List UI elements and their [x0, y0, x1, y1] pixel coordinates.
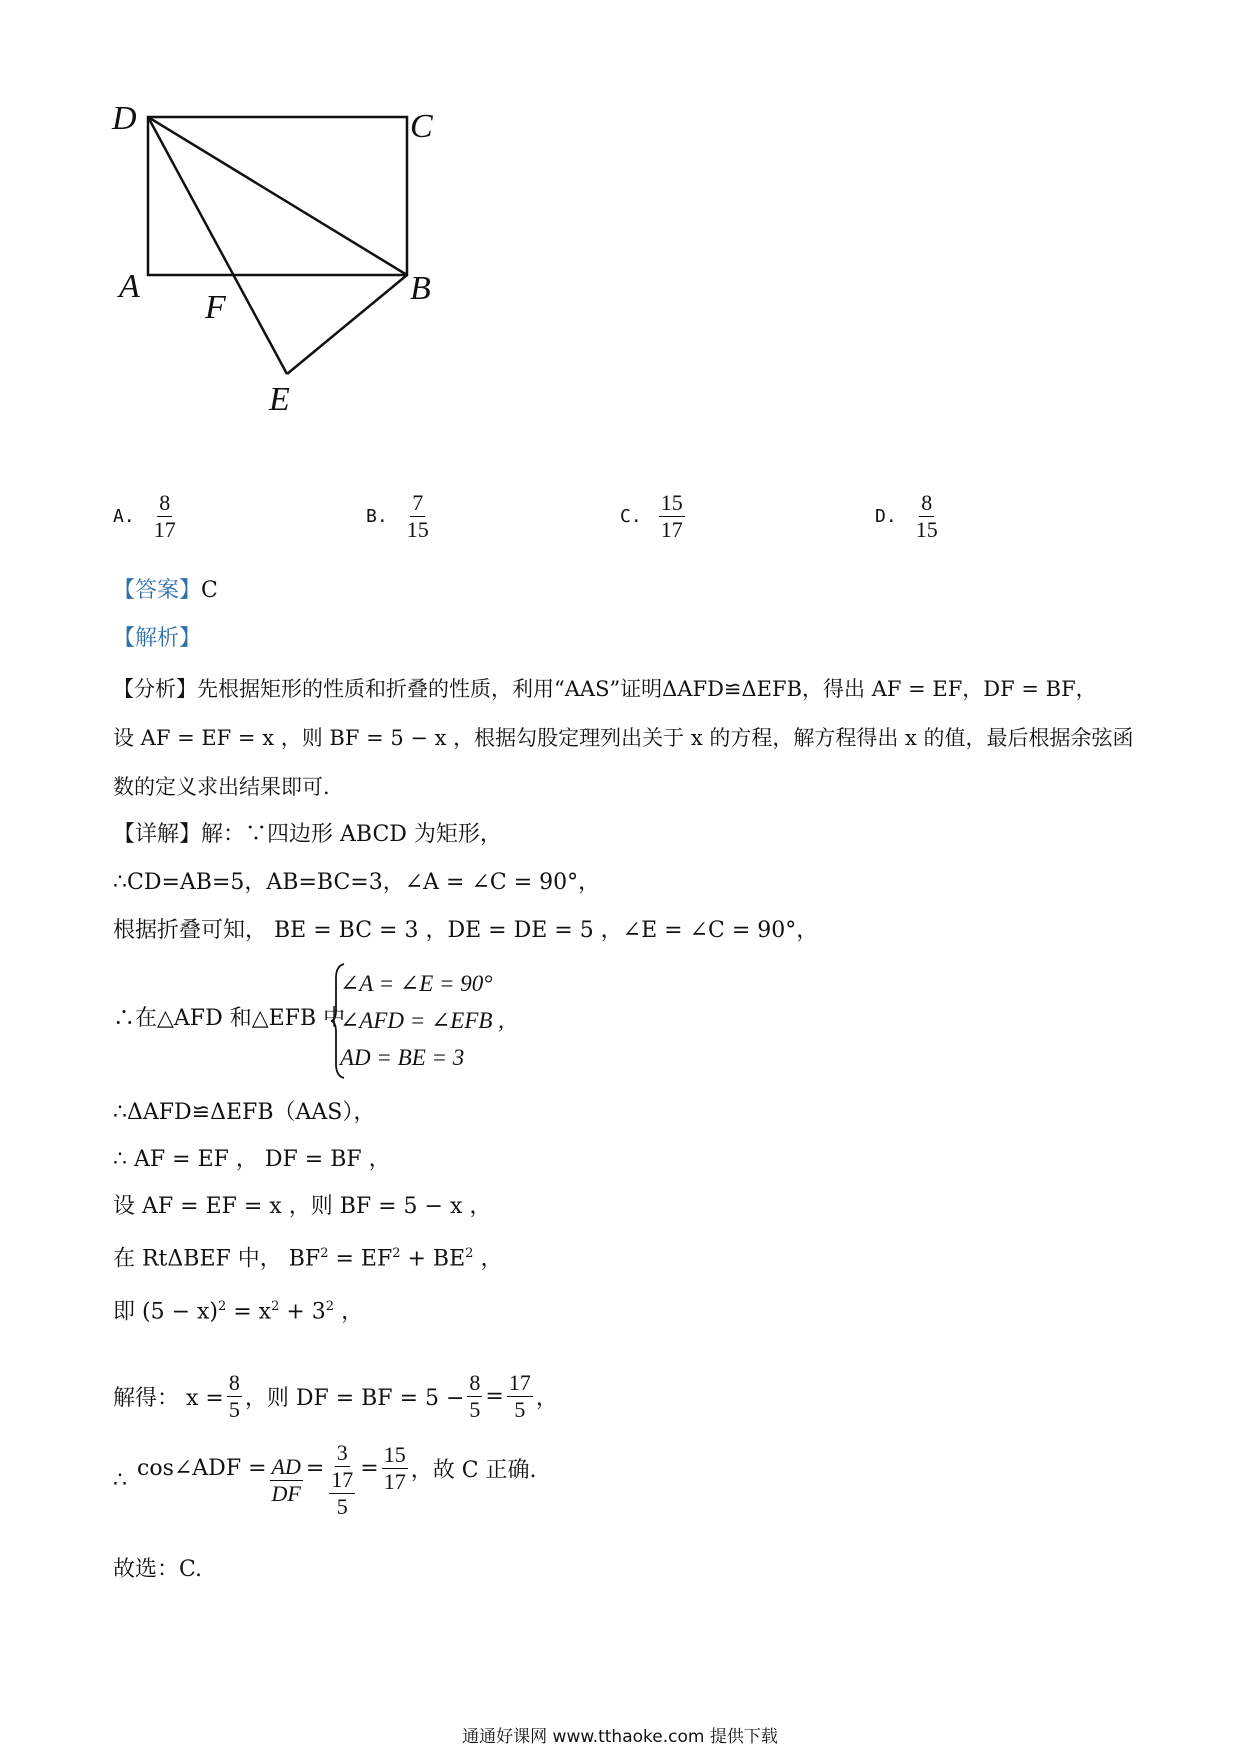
point-label-c: C — [410, 108, 433, 145]
fraction-ad-df: $\frac{AD}{DF}$ — [271, 1453, 301, 1506]
equation-system — [340, 965, 504, 1076]
fenxi-line-3: 数的定义求出结果即可. — [113, 775, 330, 799]
fenxi-tag: 【分析】 — [113, 677, 197, 701]
option-d — [875, 490, 943, 543]
option-fraction: $\frac{8}{17}$ — [153, 490, 176, 542]
option-fraction: $\frac{15}{17}$ — [660, 490, 683, 542]
option-c — [620, 490, 688, 543]
analysis-line — [113, 624, 201, 654]
detail-line-3: 根据折叠可知， BE = BC = 3 ，DE = DE = 5 ，∠E = ∠C = 90°， — [113, 918, 819, 943]
geometry-figure — [0, 0, 480, 420]
analysis-tag: 【解析】 — [113, 626, 202, 651]
point-label-d: D — [112, 100, 137, 137]
point-label-f: F — [205, 289, 226, 326]
option-a — [113, 490, 181, 543]
fraction-17-5: $\frac{17}{5}$ — [508, 1370, 531, 1422]
detail-line-1: 【详解】解：∵四边形 ABCD 为矩形， — [113, 822, 502, 847]
system-eq-2: ∠AFD = ∠EFB , — [340, 1008, 504, 1033]
answer-tag: 【答案】 — [113, 578, 202, 603]
fenxi-line-2: 设 AF = EF = x ，则 BF = 5 − x ，根据勾股定理列出关于 x 的方程，解方程得出 x 的值，最后根据余弦函 — [113, 726, 1134, 750]
cos-line: ∴ cos∠ADF = $\frac{AD}{DF}$ = 3 17 5 = $\frac{15}{17}$ ，故 C 正确. — [113, 1440, 537, 1519]
option-label: A. — [113, 506, 135, 527]
option-label: B. — [366, 506, 388, 527]
detail-line-5: ∴ΔAFD≌ΔEFB（AAS）， — [113, 1100, 376, 1125]
diagonal-db — [148, 117, 407, 275]
detail-line-6: ∴ AF = EF ， DF = BF ， — [113, 1147, 391, 1172]
detail-line-8: 在 RtΔBEF 中， $BF^2 = EF^2 + BE^2$ ， — [113, 1246, 503, 1272]
option-b — [366, 490, 434, 543]
option-label: D. — [875, 506, 897, 527]
point-label-b: B — [410, 270, 431, 307]
detail-line-9: 即 $(5 - x)^2 = x^2 + 3^2$ ， — [113, 1299, 364, 1325]
solve-line: 解得： x = $\frac{8}{5}$ ，则 DF = BF = 5 − $\frac{8}{5}$ = $\frac{17}{5}$ ， — [113, 1370, 558, 1422]
fraction-3-over-17-5: 3 17 5 — [331, 1440, 354, 1519]
fenxi-line-1: 【分析】先根据矩形的性质和折叠的性质，利用“AAS”证明ΔAFD≌ΔEFB，得出 AF = EF，DF = BF， — [113, 677, 1097, 701]
system-eq-1: ∠A = ∠E = 90° — [340, 971, 493, 996]
system-prefix: ∴在△AFD 和△EFB 中 — [113, 1006, 346, 1031]
option-label: C. — [620, 506, 642, 527]
option-fraction: $\frac{8}{15}$ — [915, 490, 938, 542]
segment-eb — [287, 275, 407, 374]
detail-line-7: 设 AF = EF = x ，则 BF = 5 − x ， — [113, 1194, 492, 1219]
option-fraction: $\frac{7}{15}$ — [406, 490, 429, 542]
point-label-e: E — [269, 381, 290, 418]
detail-tag: 【详解】 — [113, 822, 202, 847]
system-eq-3: AD = BE = 3 — [340, 1045, 465, 1070]
fraction-15-17: $\frac{15}{17}$ — [383, 1441, 406, 1494]
answer-value: C — [201, 578, 218, 603]
fraction-8-5-b: $\frac{8}{5}$ — [469, 1370, 481, 1422]
fraction-8-5: $\frac{8}{5}$ — [228, 1370, 240, 1422]
final-answer: 故选：C. — [113, 1557, 203, 1582]
segment-de — [148, 117, 287, 374]
point-label-a: A — [119, 268, 140, 305]
detail-line-2: ∴CD=AB=5，AB=BC=3，∠A = ∠C = 90°， — [113, 870, 601, 895]
footer-text: 通通好课网 www.tthaoke.com 提供下载 — [462, 1727, 778, 1747]
answer-line — [113, 576, 218, 606]
